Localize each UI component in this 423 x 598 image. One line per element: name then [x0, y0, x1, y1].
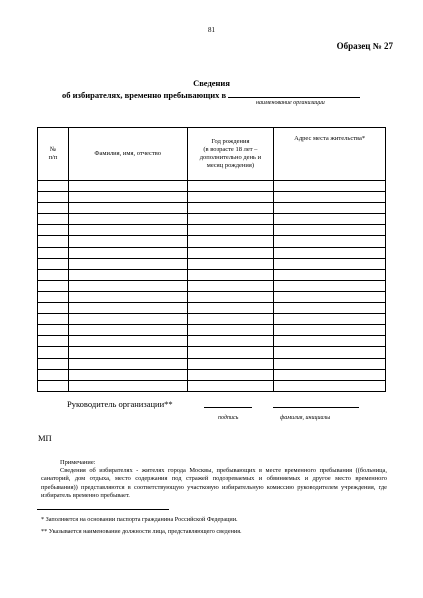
table-cell: [187, 181, 274, 192]
table-cell: [68, 291, 187, 302]
table-row: [38, 203, 386, 214]
table-cell: [187, 291, 274, 302]
name-initials-caption: фамилия, инициалы: [280, 415, 331, 421]
table-row: [38, 291, 386, 302]
table-cell: [187, 192, 274, 203]
table-row: [38, 181, 386, 192]
table-cell: [274, 192, 386, 203]
table-cell: [38, 336, 69, 347]
table-cell: [274, 314, 386, 325]
table-cell: [68, 336, 187, 347]
page-number: 81: [208, 26, 215, 34]
table-cell: [274, 303, 386, 314]
footnote-2: ** Указывается наименование должности лица, представляющего сведения.: [41, 528, 242, 535]
table-cell: [38, 214, 69, 225]
table-cell: [274, 380, 386, 391]
footnote-separator: [37, 509, 169, 510]
table-cell: [38, 325, 69, 336]
table-cell: [68, 303, 187, 314]
table-cell: [274, 247, 386, 258]
table-cell: [187, 247, 274, 258]
table-cell: [68, 236, 187, 247]
table-cell: [68, 314, 187, 325]
table-cell: [68, 325, 187, 336]
table-cell: [38, 358, 69, 369]
table-cell: [274, 269, 386, 280]
table-cell: [68, 192, 187, 203]
table-cell: [68, 181, 187, 192]
voters-table: [37, 127, 386, 392]
table-cell: [274, 291, 386, 302]
header-address-text: Адрес места жительства*: [294, 135, 366, 142]
seal-place-label: МП: [38, 433, 52, 443]
table-cell: [68, 380, 187, 391]
document-title: Сведения: [193, 78, 230, 88]
table-cell: [187, 358, 274, 369]
table-cell: [38, 181, 69, 192]
table-cell: [274, 336, 386, 347]
table-cell: [38, 280, 69, 291]
organization-blank-line: [228, 89, 360, 98]
table-cell: [274, 347, 386, 358]
table-cell: [68, 369, 187, 380]
table-row: [38, 314, 386, 325]
signature-line: [204, 407, 252, 408]
table-cell: [68, 280, 187, 291]
table-cell: [274, 358, 386, 369]
table-cell: [38, 258, 69, 269]
table-row: [38, 336, 386, 347]
table-cell: [38, 369, 69, 380]
table-cell: [274, 325, 386, 336]
header-birth-year-text: Год рождения (в возрасте 18 лет – дополнительно день и месяц рождения): [199, 138, 262, 169]
table-cell: [68, 269, 187, 280]
table-cell: [274, 225, 386, 236]
table-cell: [187, 280, 274, 291]
table-cell: [187, 225, 274, 236]
table-cell: [274, 258, 386, 269]
organization-hint: наименование организации: [256, 100, 325, 106]
table-cell: [38, 303, 69, 314]
table-row: [38, 214, 386, 225]
table-header-row: [38, 128, 386, 181]
table-cell: [274, 203, 386, 214]
header-number: [38, 128, 69, 181]
table-cell: [187, 380, 274, 391]
header-address: [274, 128, 386, 181]
note-title: Примечание:: [60, 459, 96, 466]
signature-caption: подпись: [218, 415, 239, 421]
table-row: [38, 303, 386, 314]
table-cell: [274, 280, 386, 291]
table-cell: [187, 258, 274, 269]
sample-label: Образец № 27: [336, 41, 393, 51]
table-row: [38, 258, 386, 269]
table-row: [38, 347, 386, 358]
table-cell: [187, 369, 274, 380]
table-cell: [187, 269, 274, 280]
table-cell: [38, 347, 69, 358]
table-cell: [187, 303, 274, 314]
table-cell: [274, 236, 386, 247]
footnote-1: * Заполняется на основании паспорта гражданина Российской Федерации.: [41, 516, 238, 523]
table-row: [38, 369, 386, 380]
table-body: [38, 181, 386, 392]
table-row: [38, 247, 386, 258]
table-cell: [187, 203, 274, 214]
table-cell: [68, 358, 187, 369]
subtitle-text: об избирателях, временно пребывающих в: [62, 90, 227, 100]
table-cell: [187, 347, 274, 358]
table-cell: [68, 347, 187, 358]
table-cell: [274, 369, 386, 380]
header-full-name-text: Фамилия, имя, отчество: [94, 150, 162, 157]
table-row: [38, 280, 386, 291]
table-cell: [38, 236, 69, 247]
table-cell: [38, 314, 69, 325]
document-subtitle: [62, 89, 360, 100]
table-cell: [68, 203, 187, 214]
table-cell: [38, 225, 69, 236]
table-cell: [187, 314, 274, 325]
table-cell: [274, 181, 386, 192]
header-number-text: № п/п: [48, 146, 58, 161]
table-row: [38, 380, 386, 391]
table-cell: [68, 247, 187, 258]
table-cell: [187, 214, 274, 225]
table-cell: [68, 214, 187, 225]
table-cell: [38, 380, 69, 391]
table-cell: [274, 214, 386, 225]
header-full-name: [68, 128, 187, 181]
note-text: Сведения об избирателях - жителях города Москвы, пребывающих в месте временного пребывания ((больница, санаторий, дом отдыха, место содержания под стражей подозреваемых и обвиняемых и другое место временного пребывания)) представляются в соответствующую участковую избирательную комиссию руководителем учреждения, где избиратель временно пребывает.: [41, 467, 387, 500]
table-row: [38, 269, 386, 280]
header-birth-year: [187, 128, 274, 181]
table-cell: [68, 225, 187, 236]
table-cell: [187, 325, 274, 336]
name-initials-line: [273, 407, 359, 408]
table-cell: [38, 192, 69, 203]
table-cell: [38, 291, 69, 302]
table-row: [38, 236, 386, 247]
table-cell: [187, 236, 274, 247]
table-cell: [68, 258, 187, 269]
table-cell: [38, 247, 69, 258]
table-row: [38, 192, 386, 203]
table-row: [38, 358, 386, 369]
organization-head-label: Руководитель организации**: [67, 399, 173, 409]
table-cell: [38, 203, 69, 214]
table-cell: [38, 269, 69, 280]
table-cell: [187, 336, 274, 347]
table-row: [38, 225, 386, 236]
table-row: [38, 325, 386, 336]
